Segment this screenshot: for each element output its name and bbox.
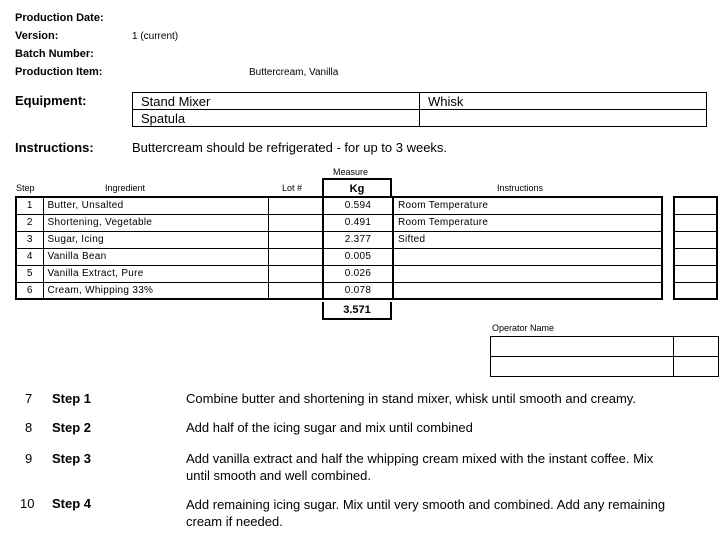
instr-cell (393, 265, 662, 282)
kg-cell: 0.594 (323, 197, 393, 214)
step-number: 10 (20, 496, 35, 511)
ingredient-cell: Shortening, Vegetable (43, 214, 268, 231)
check-cell[interactable] (674, 197, 717, 214)
ingredient-cell: Sugar, Icing (43, 231, 268, 248)
instr-cell: Room Temperature (393, 197, 662, 214)
operator-name-field[interactable] (491, 357, 674, 377)
instr-cell (393, 248, 662, 265)
measure-header: Measure (333, 167, 369, 177)
operator-table (490, 336, 719, 377)
lot-header: Lot # (282, 183, 303, 193)
instr-cell: Room Temperature (393, 214, 662, 231)
step-header: Step (16, 183, 35, 193)
version-label: Version: (15, 30, 59, 42)
kg-cell: 0.491 (323, 214, 393, 231)
step-text: Add remaining icing sugar. Mix until very smooth and combined. Add any remaining (186, 497, 666, 512)
step-number: 7 (25, 391, 33, 406)
equipment-item (420, 110, 707, 127)
check-cell[interactable] (674, 282, 717, 299)
equipment-table (132, 92, 707, 127)
instructions-label: Instructions: (15, 140, 94, 155)
instr-cell: Sifted (393, 231, 662, 248)
step-cell: 6 (16, 282, 43, 299)
ingredient-cell: Vanilla Extract, Pure (43, 265, 268, 282)
lot-cell (268, 214, 323, 231)
step-text: Combine butter and shortening in stand mixer, whisk until smooth and creamy. (186, 391, 636, 406)
equipment-item: Stand Mixer (133, 93, 420, 110)
check-cell[interactable] (674, 265, 717, 282)
operator-initial-field[interactable] (674, 337, 719, 357)
version-value: 1 (current) (132, 31, 179, 42)
check-column (673, 196, 718, 300)
ingredients-table (15, 196, 663, 300)
operator-name-label: Operator Name (492, 323, 555, 333)
step-cell: 5 (16, 265, 43, 282)
step-cell: 2 (16, 214, 43, 231)
step-number: 9 (25, 451, 33, 466)
production-item-label: Production Item: (15, 66, 103, 78)
ingredient-instructions-header: Instructions (497, 183, 544, 193)
ingredient-cell: Vanilla Bean (43, 248, 268, 265)
step-cell: 4 (16, 248, 43, 265)
equipment-label: Equipment: (15, 93, 87, 108)
kg-cell: 0.026 (323, 265, 393, 282)
check-cell[interactable] (674, 248, 717, 265)
ingredient-cell: Butter, Unsalted (43, 197, 268, 214)
batch-number-label: Batch Number: (15, 48, 94, 60)
lot-cell (268, 197, 323, 214)
table-row (16, 197, 662, 214)
step-cell: 1 (16, 197, 43, 214)
instr-cell (393, 282, 662, 299)
step-text: until smooth and well combined. (186, 468, 371, 483)
lot-cell (268, 231, 323, 248)
lot-cell (268, 265, 323, 282)
table-row (16, 231, 662, 248)
equipment-item: Spatula (133, 110, 420, 127)
production-item-value: Buttercream, Vanilla (249, 67, 339, 78)
step-text: Add half of the icing sugar and mix until combined (186, 420, 473, 435)
kg-cell: 0.078 (323, 282, 393, 299)
check-cell[interactable] (674, 214, 717, 231)
equipment-item: Whisk (420, 93, 707, 110)
operator-name-field[interactable] (491, 337, 674, 357)
instructions-text: Buttercream should be refrigerated - for up to 3 weeks. (132, 140, 448, 155)
step-text: Add vanilla extract and half the whipping cream mixed with the instant coffee. Mix (186, 451, 654, 466)
operator-initial-field[interactable] (674, 357, 719, 377)
table-row (16, 248, 662, 265)
step-name: Step 4 (52, 496, 92, 511)
step-number: 8 (25, 420, 33, 435)
table-row (16, 282, 662, 299)
step-name: Step 2 (52, 420, 92, 435)
table-row (16, 214, 662, 231)
unit-header: Kg (322, 178, 392, 197)
total-kg: 3.571 (322, 302, 392, 320)
step-name: Step 1 (52, 391, 92, 406)
step-cell: 3 (16, 231, 43, 248)
production-date-label: Production Date: (15, 12, 104, 24)
kg-cell: 0.005 (323, 248, 393, 265)
lot-cell (268, 248, 323, 265)
ingredient-header: Ingredient (105, 183, 146, 193)
table-row (16, 265, 662, 282)
step-text: cream if needed. (186, 514, 283, 529)
step-name: Step 3 (52, 451, 92, 466)
kg-cell: 2.377 (323, 231, 393, 248)
ingredient-cell: Cream, Whipping 33% (43, 282, 268, 299)
check-cell[interactable] (674, 231, 717, 248)
lot-cell (268, 282, 323, 299)
